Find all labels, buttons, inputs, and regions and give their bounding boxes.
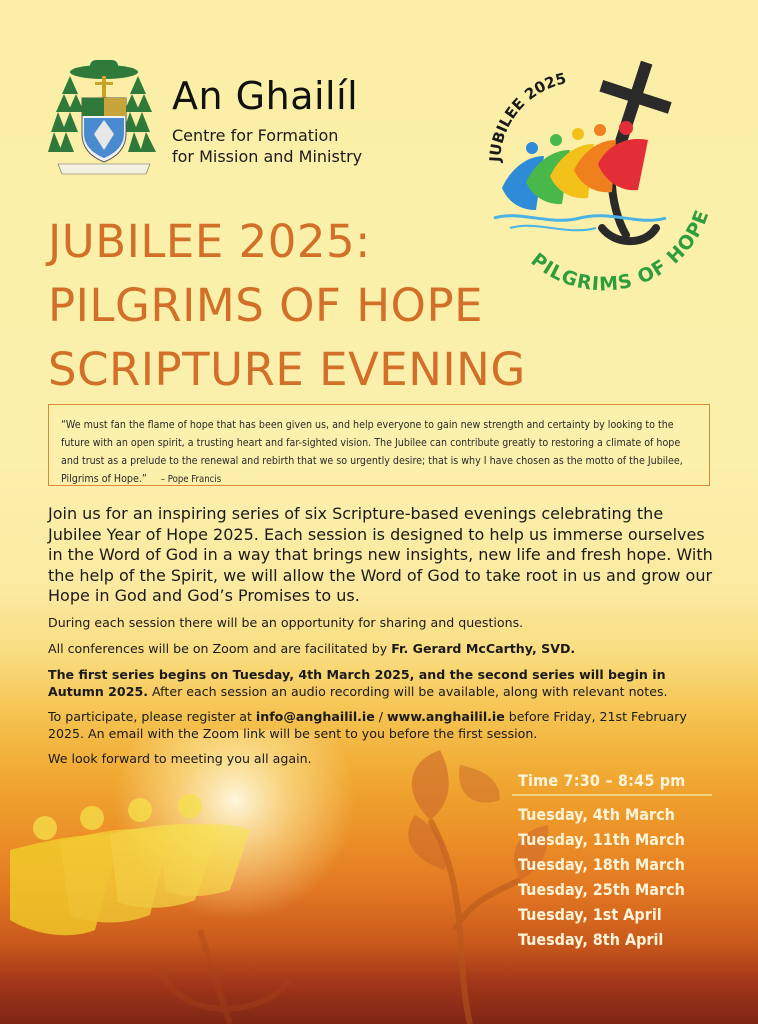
page-title: PILGRIMS OF HOPE [48,279,484,332]
zoom-text: All conferences will be on Zoom and are facilitated by [48,641,392,656]
schedule [512,771,712,952]
session-list [512,802,712,952]
session-date: Tuesday, 11th March [518,830,685,849]
org-subtitle: Centre for Formation [172,126,339,145]
series-text: After each session an audio recording will be available, along with relevant notes. [148,684,668,699]
zoom-paragraph [48,640,718,657]
register-text: To participate, please register at [48,709,256,724]
register-deadline: before Friday, 21st February 2025. An email with the Zoom link will be sent to you before the first session. [48,709,687,741]
org-subtitle: for Mission and Ministry [172,147,363,166]
leaf-icon [408,815,446,870]
session-date: Tuesday, 8th April [518,930,664,949]
intro-paragraph: Join us for an inspiring series of six Scripture-based evenings celebrating the Jubilee Year of Hope 2025. Each session is designed to help us immerse ourselves in the Word of God in a way that brings new insights, new life and fresh hope. With the help of the Spirit, we will allow the Word of God to take root in us and grow our Hope in God and God’s Promises to us. [48,504,713,605]
series-paragraph [48,666,718,700]
leaf-icon [459,765,500,803]
session-date: Tuesday, 25th March [518,880,685,899]
quote-box [48,404,710,486]
logo-arc-bottom: PILGRIMS OF HOPE [526,206,714,296]
quote-author: – Pope Francis [160,474,222,485]
logo-arc-top: JUBILEE 2025 [485,69,568,163]
crest-icon [48,54,160,182]
session-date: Tuesday, 18th March [518,855,685,874]
org-name: An Ghailíl [172,74,359,118]
register-paragraph [48,708,718,742]
closing-paragraph: We look forward to meeting you all again. [48,751,312,766]
page-title: SCRIPTURE EVENING [48,343,526,396]
website-link[interactable]: www.anghailil.ie [387,709,505,724]
session-date: Tuesday, 4th March [518,805,675,824]
facilitator-name: Fr. Gerard McCarthy, SVD. [391,641,576,656]
session-time: Time 7:30 – 8:45 pm [512,771,712,796]
session-date: Tuesday, 1st April [518,905,662,924]
jubilee-logo-icon [470,50,730,306]
separator: / [374,709,388,724]
pilgrim-figures-icon [502,121,648,210]
quote-text: “We must fan the flame of hope that has been given us, and help everyone to gain new strength and certainty by looking to the future with an open spirit, a trusting heart and far-sighted vision. The Jubilee can contribute greatly to restoring a climate of hope and trust as a prelude to the renewal and rebirth that we so urgently desire; that is why I have chosen as the motto of the Jubilee, Pilgrims of Hope.” [61,419,683,485]
sharing-paragraph: During each session there will be an opportunity for sharing and questions. [48,615,524,630]
email-link[interactable]: info@anghailil.ie [255,709,375,724]
anchor-icon [160,930,290,1024]
waves-icon [494,216,666,221]
series-dates: The first series begins on Tuesday, 4th March 2025, and the second series will begin in Autumn 2025. [48,667,666,699]
page-title: JUBILEE 2025: [48,215,371,268]
